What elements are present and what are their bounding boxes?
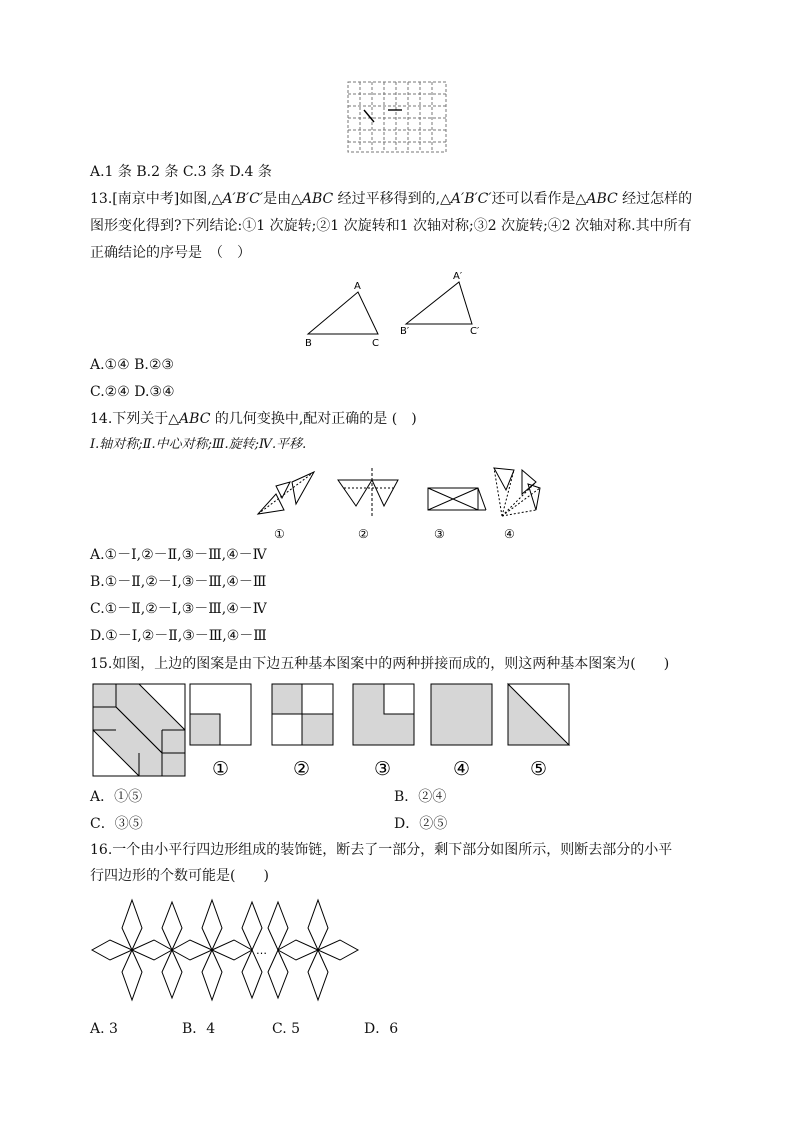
label-A: A: [354, 281, 361, 292]
q15-fig-num-1: ①: [212, 758, 230, 780]
q13-stem-line3: 正确结论的序号是 （ ）: [90, 245, 251, 261]
q13-options-ab: A.①④ B.②③: [90, 357, 174, 373]
pattern-2: [272, 684, 333, 745]
q16-option-a: A. 3: [90, 1021, 118, 1037]
q14-option-c: C.①－Ⅱ,②－Ⅰ,③－Ⅲ,④－Ⅳ: [90, 601, 267, 617]
q14-option-d: D.①－Ⅰ,②－Ⅱ,③－Ⅲ,④－Ⅲ: [90, 628, 267, 644]
label-B-prime: B′: [400, 326, 410, 337]
q15-patterns-figure: [92, 683, 574, 781]
q15-option-d: D．②⑤: [394, 816, 448, 832]
pattern-4: [431, 684, 492, 745]
q15-fig-num-3: ③: [374, 758, 392, 780]
q12-grid-figure: [346, 80, 448, 154]
q14-fig-num-4: ④: [504, 527, 515, 541]
q14-option-b: B.①－Ⅱ,②－Ⅰ,③－Ⅲ,④－Ⅲ: [90, 574, 267, 590]
q12-options: A.1 条 B.2 条 C.3 条 D.4 条: [90, 164, 272, 180]
q16-stem-line1: 16.一个由小平行四边形组成的装饰链，断去了一部分，剩下部分如图所示，则断去部分的小平: [90, 842, 673, 858]
q15-option-a: A．①⑤: [90, 789, 143, 805]
composite-pattern: [93, 684, 185, 776]
label-C: C: [372, 338, 379, 349]
label-C-prime: C′: [470, 326, 480, 337]
q14-option-a: A.①－Ⅰ,②－Ⅱ,③－Ⅲ,④－Ⅳ: [90, 547, 267, 563]
pattern-1: [190, 684, 251, 745]
q15-stem: 15.如图，上边的图案是由下边五种基本图案中的两种拼接而成的，则这两种基本图案为( ): [90, 656, 670, 672]
fig1-triangle-c: [292, 472, 314, 504]
q13-stem-line2: 图形变化得到?下列结论:①1 次旋转;②1 次旋转和1 次轴对称;③2 次旋转;④2 次轴对称.其中所有: [90, 218, 692, 234]
q14-stem: 14.下列关于△ABC 的几何变换中,配对正确的是 ( ): [90, 411, 417, 427]
q14-legend: Ⅰ.轴对称;Ⅱ.中心对称;Ⅲ.旋转;Ⅳ.平移.: [90, 437, 307, 452]
chain-ellipsis: …: [256, 944, 267, 957]
q16-option-d: D．6: [364, 1021, 399, 1037]
triangle-abc-prime: [406, 282, 472, 324]
q15-option-b: B．②④: [394, 789, 447, 805]
segment-slanted: [364, 110, 374, 122]
q15-fig-num-2: ②: [293, 758, 311, 780]
fig1-triangle-a: [276, 482, 290, 498]
q13-options-cd: C.②④ D.③④: [90, 384, 175, 400]
q13-source: 南京中考: [117, 191, 174, 207]
q16-option-b: B．4: [182, 1021, 216, 1037]
q14-transform-figures: [244, 460, 560, 542]
fig2-triangle-right: [372, 480, 398, 506]
q15-fig-num-4: ④: [453, 758, 471, 780]
q14-fig-num-1: ①: [274, 527, 285, 541]
q14-fig-num-2: ②: [358, 527, 369, 541]
q16-stem-line2: 行四边形的个数可能是( ): [90, 868, 269, 884]
label-B: B: [305, 338, 312, 349]
triangle-abc: [308, 292, 378, 334]
q16-option-c: C. 5: [272, 1021, 301, 1037]
q13-stem-line1: 13.[南京中考]如图,△A′B′C′是由△ABC 经过平移得到的,△A′B′C′还可以看作是△ABC 经过怎样的: [90, 191, 693, 207]
fig2-triangle-left: [338, 480, 372, 506]
q13-triangles-figure: [300, 270, 490, 350]
q16-chain-figure: [90, 896, 362, 1008]
q15-option-c: C．③⑤: [90, 816, 143, 832]
q15-fig-num-5: ⑤: [530, 758, 548, 780]
pattern-5: [508, 684, 569, 745]
fig4-triangle-b: [522, 470, 536, 494]
q14-fig-num-3: ③: [434, 527, 445, 541]
label-A-prime: A′: [453, 271, 463, 282]
pattern-3: [353, 684, 414, 745]
